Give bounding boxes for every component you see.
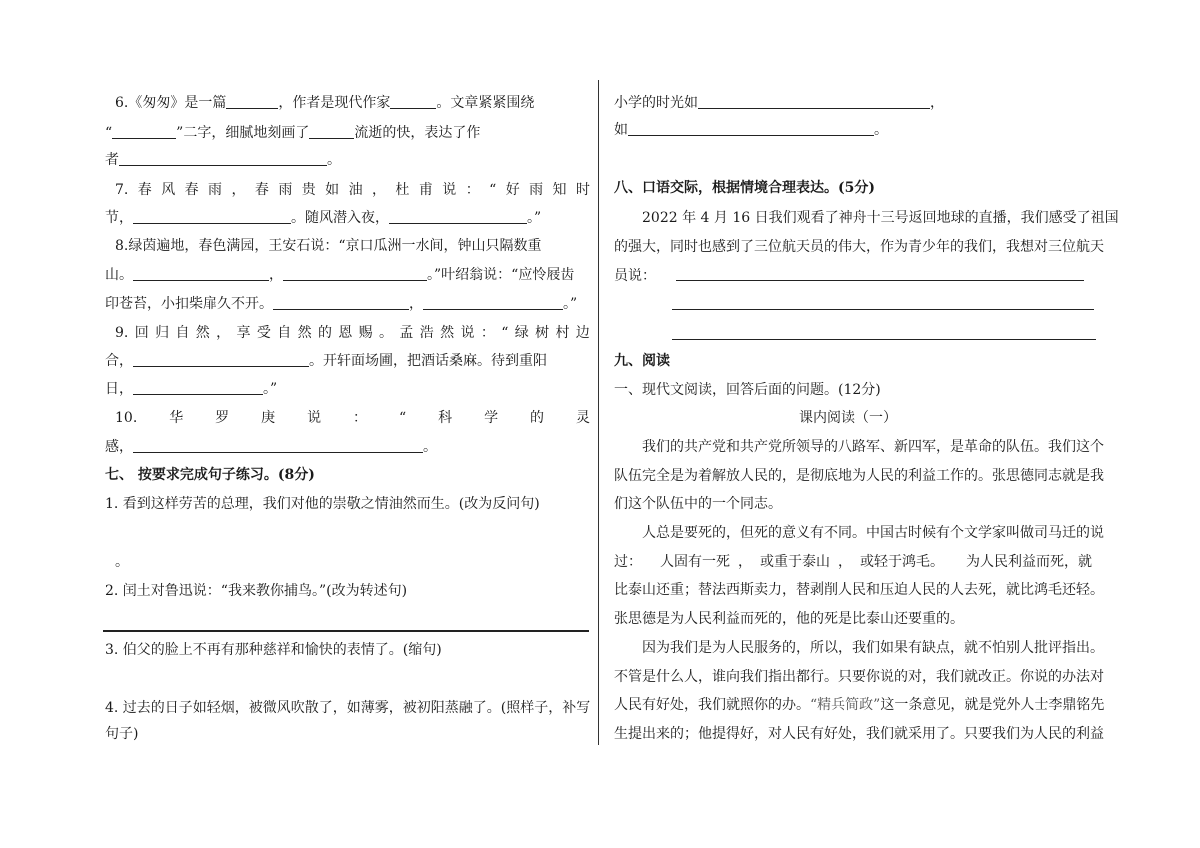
section-8-title: 八、口语交际，根据情境合理表达。(5分) — [614, 180, 875, 196]
q6-line3: 者 。 — [105, 152, 341, 168]
passage-p3-line3: 人民有好处，我们就照你的办。“精兵简政”这一条意见，就是党外人士李鼎铭先 — [614, 697, 1105, 713]
answer-line[interactable] — [676, 280, 1084, 281]
answer-blank[interactable] — [226, 94, 278, 109]
q8-line2: 山。 ， 。”叶绍翁说：“应怜屐齿 — [105, 267, 575, 283]
sentence-question-1-end: 。 — [115, 554, 129, 570]
sentence-question-3: 3. 伯父的脸上不再有那种慈祥和愉快的表情了。(缩句) — [105, 642, 442, 658]
answer-blank[interactable] — [390, 94, 436, 109]
answer-blank[interactable] — [133, 352, 309, 367]
passage-p1-line2: 队伍完全是为着解放人民的，是彻底地为人民的利益工作的。张思德同志就是我 — [614, 468, 1104, 484]
answer-blank[interactable] — [628, 121, 874, 136]
q8-line1: 8.绿茵遍地，春色满园，王安石说：“京口瓜洲一水间，钟山只隔数重 — [115, 238, 542, 254]
passage-p3-line4: 生提出来的；他提得好，对人民有好处，我们就采用了。只要我们为人民的利益 — [614, 726, 1104, 742]
sentence-question-4-line1: 4. 过去的日子如轻烟，被微风吹散了，如薄雾，被初阳蒸融了。(照样子，补写 — [105, 700, 591, 716]
q9-line1: 9. 回 归 自 然 ， 享 受 自 然 的 恩 赐 。 孟 浩 然 说 ： “ 绿 树 村 边 — [115, 325, 590, 341]
answer-blank[interactable] — [423, 295, 563, 310]
passage-p1-line1: 我们的共产党和共产党所领导的八路军、新四军，是革命的队伍。我们这个 — [642, 439, 1104, 455]
section-8-text-2: 的强大，同时也感到了三位航天员的伟大，作为青少年的我们，我想对三位航天 — [614, 239, 1104, 255]
q6-line1: 6.《匆匆》是一篇 ，作者是现代作家 。文章紧紧围绕 — [115, 95, 535, 111]
q8-line3: 印苍苔，小扣柴扉久不开。 ， 。” — [105, 296, 578, 312]
fill-line-1: 小学的时光如 ， — [614, 95, 944, 111]
answer-blank[interactable] — [389, 209, 527, 224]
answer-blank[interactable] — [133, 209, 291, 224]
section-8-text-3: 员说： — [614, 268, 656, 284]
sentence-question-4-line2: 句子) — [105, 726, 139, 742]
fill-line-2: 如 。 — [614, 122, 888, 138]
section-7-title: 七、 按要求完成句子练习。(8分) — [105, 467, 315, 483]
passage-p3-line2: 不管是什么人，谁向我们指出都行。只要你说的对，我们就改正。你说的办法对 — [614, 669, 1104, 685]
sentence-question-1: 1. 看到这样劳苦的总理，我们对他的崇敬之情油然而生。(改为反问句) — [105, 496, 540, 512]
q7-line1: 7. 春 风 春 雨 ， 春 雨 贵 如 油 ， 杜 甫 说 ： “ 好 雨 知 时 — [115, 182, 590, 198]
answer-line[interactable] — [672, 309, 1094, 310]
q7-line2: 节， 。随风潜入夜， 。” — [105, 210, 542, 226]
answer-blank[interactable] — [309, 124, 354, 139]
answer-blank[interactable] — [283, 266, 427, 281]
q6-line2: “ ”二字，细腻地刻画了 流逝的快，表达了作 — [105, 125, 481, 141]
passage-p2-line4: 张思德是为人民利益而死的，他的死是比泰山还要重的。 — [614, 611, 964, 627]
answer-blank[interactable] — [698, 94, 930, 109]
q9-line3: 日， 。” — [105, 381, 278, 397]
answer-blank[interactable] — [133, 266, 269, 281]
answer-line[interactable] — [103, 630, 589, 632]
answer-blank[interactable] — [133, 380, 263, 395]
reading-subsection-title: 一、现代文阅读，回答后面的问题。(12分) — [614, 382, 881, 398]
section-9-title: 九、阅读 — [614, 353, 670, 369]
passage-p2-line3: 比泰山还重；替法西斯卖力，替剥削人民和压迫人民的人去死，就比鸿毛还轻。 — [614, 582, 1104, 598]
section-8-text-1: 2022 年 4 月 16 日我们观看了神舟十三号返回地球的直播，我们感受了祖国 — [642, 210, 1119, 226]
sentence-question-2: 2. 闰土对鲁迅说：“我来教你捕鸟。”(改为转述句) — [105, 583, 408, 599]
passage-title: 课内阅读（一） — [799, 410, 897, 426]
passage-p2-line1: 人总是要死的，但死的意义有不同。中国古时候有个文学家叫做司马迁的说 — [642, 525, 1104, 541]
q9-line2: 合， 。开轩面场圃，把酒话桑麻。待到重阳 — [105, 353, 547, 369]
answer-line[interactable] — [672, 339, 1096, 340]
passage-p2-line2: 过： 人固有一死 ， 或重于泰山 ， 或轻于鸿毛。 为人民利益而死，就 — [614, 554, 1092, 570]
q10-line1: 10. 华 罗 庚 说 ： “ 科 学 的 灵 — [115, 410, 590, 426]
answer-blank[interactable] — [119, 151, 327, 166]
passage-p1-line3: 们这个队伍中的一个同志。 — [614, 496, 782, 512]
answer-blank[interactable] — [112, 124, 176, 139]
answer-blank[interactable] — [133, 438, 423, 453]
q10-line2: 感， 。 — [105, 439, 437, 455]
answer-blank[interactable] — [273, 295, 409, 310]
passage-p3-line1: 因为我们是为人民服务的，所以，我们如果有缺点，就不怕别人批评指出。 — [642, 640, 1104, 656]
